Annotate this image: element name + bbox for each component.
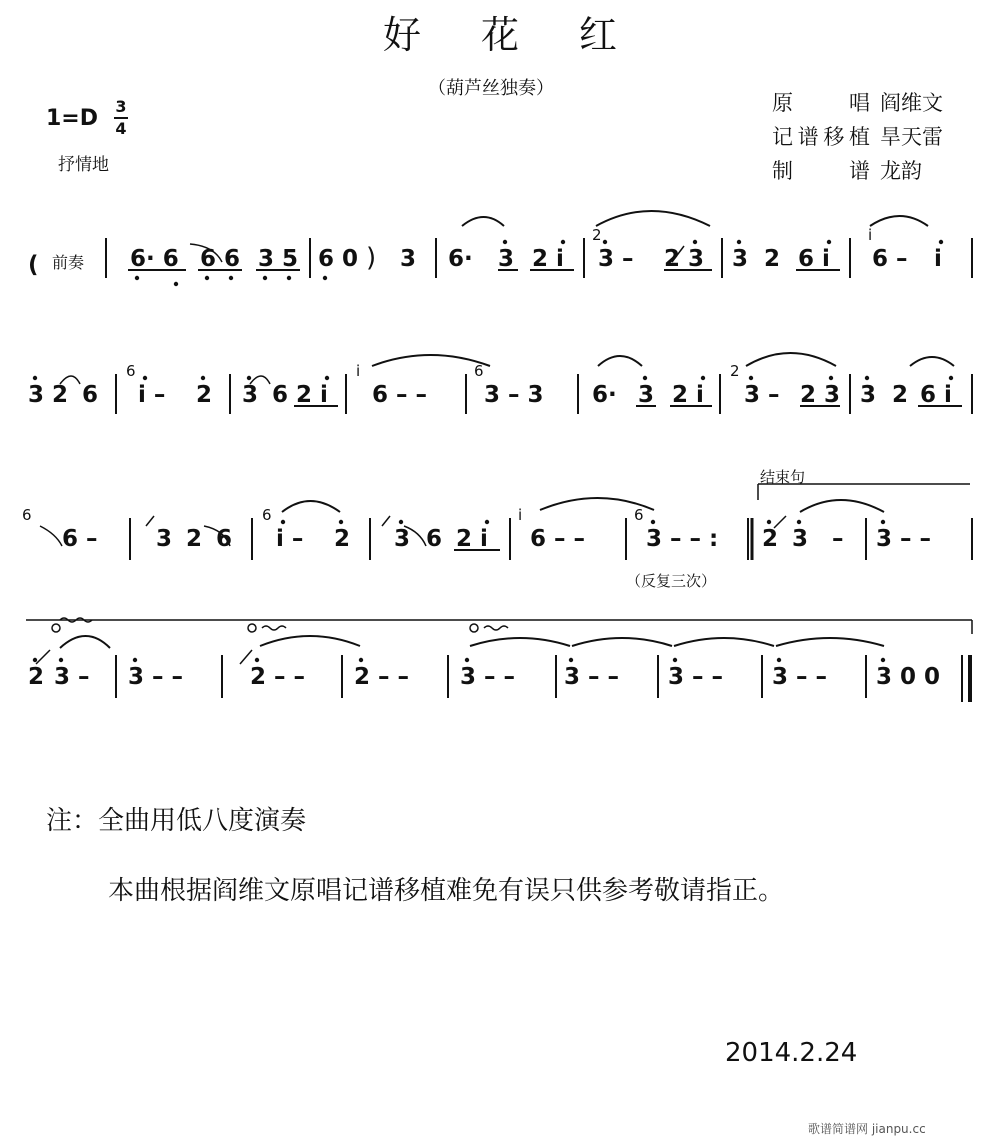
svg-text:6 0: 6 0: [318, 246, 359, 272]
credit-value: 龙韵: [880, 159, 922, 183]
intro-paren-open: (: [28, 252, 39, 278]
svg-text:2 – –: 2 – –: [250, 664, 306, 690]
svg-text:3 – –: 3 – –: [876, 526, 932, 552]
svg-text:6: 6: [272, 382, 289, 408]
svg-text:3: 3: [242, 382, 259, 408]
svg-text:2 i: 2 i: [456, 526, 488, 552]
svg-text:2 i: 2 i: [296, 382, 328, 408]
svg-text:3: 3: [792, 526, 809, 552]
key-signature: 1=D: [46, 106, 99, 131]
watermark: 歌谱简谱网 jianpu.cc: [808, 1122, 926, 1136]
svg-text:2 – –: 2 – –: [354, 664, 410, 690]
svg-text:6: 6: [216, 526, 233, 552]
ending-label: 结束句: [760, 468, 806, 486]
svg-text:3 – 3: 3 – 3: [484, 382, 544, 408]
svg-text:3: 3: [732, 246, 749, 272]
svg-text:2: 2: [334, 526, 351, 552]
svg-text:3 – –: 3 – –: [460, 664, 516, 690]
intro-label: 前奏: [52, 253, 85, 272]
svg-text:i –: i –: [276, 526, 304, 552]
score-line-4: [28, 664, 940, 690]
svg-text:6·: 6·: [592, 382, 617, 408]
date: 2014.2.24: [725, 1038, 858, 1068]
svg-text:2 i: 2 i: [672, 382, 704, 408]
repeat-note: （反复三次）: [626, 572, 717, 590]
octave-dots: [33, 240, 953, 662]
svg-text:): ): [366, 243, 377, 273]
score-line-2: [28, 382, 952, 408]
svg-text:2: 2: [730, 362, 740, 380]
svg-text:6 i: 6 i: [920, 382, 952, 408]
svg-text:6: 6: [126, 362, 136, 380]
svg-text:3 – –: 3 – –: [128, 664, 184, 690]
svg-text:2: 2: [52, 382, 69, 408]
svg-text:i: i: [356, 362, 361, 380]
svg-text:3: 3: [394, 526, 411, 552]
credit-value: 阎维文: [880, 91, 943, 115]
svg-text:3: 3: [860, 382, 877, 408]
svg-text:6 – –: 6 – –: [372, 382, 428, 408]
svg-text:2: 2: [892, 382, 909, 408]
page-title: 好花红: [382, 13, 677, 57]
svg-text:3 – –: 3 – –: [668, 664, 724, 690]
svg-text:6: 6: [474, 362, 484, 380]
svg-text:6: 6: [634, 506, 644, 524]
svg-text:2: 2: [592, 226, 602, 244]
svg-text:3 – – :: 3 – – :: [646, 526, 719, 552]
disclaimer-note: 本曲根据阎维文原唱记谱移植难免有误只供参考敬请指正。: [108, 876, 785, 906]
svg-text:6 –: 6 –: [62, 526, 98, 552]
svg-text:3 5: 3 5: [258, 246, 299, 272]
svg-text:3 – –: 3 – –: [564, 664, 620, 690]
svg-text:3 – –: 3 – –: [772, 664, 828, 690]
svg-text:2 i: 2 i: [532, 246, 564, 272]
svg-text:i: i: [934, 246, 942, 272]
svg-text:3: 3: [638, 382, 655, 408]
svg-text:6 6: 6 6: [200, 246, 241, 272]
score-line-1: [130, 243, 942, 273]
svg-text:2 3: 2 3: [664, 246, 705, 272]
svg-text:6: 6: [262, 506, 272, 524]
svg-text:3: 3: [400, 246, 417, 272]
svg-text:6 –: 6 –: [872, 246, 908, 272]
svg-text:2: 2: [764, 246, 781, 272]
svg-text:6· 6: 6· 6: [130, 246, 179, 272]
svg-text:3: 3: [498, 246, 515, 272]
svg-text:2: 2: [186, 526, 203, 552]
svg-text:3 –: 3 –: [744, 382, 780, 408]
svg-text:i –: i –: [138, 382, 166, 408]
svg-text:2: 2: [196, 382, 213, 408]
tempo-mood: 抒情地: [58, 155, 109, 175]
svg-text:6·: 6·: [448, 246, 473, 272]
svg-text:–: –: [832, 526, 844, 552]
score-line-3: [62, 526, 931, 552]
svg-text:2: 2: [28, 664, 45, 690]
credit-label: 制谱: [772, 159, 870, 183]
time-signature-bottom: 4: [115, 119, 127, 138]
credit-value: 旱天雷: [880, 125, 943, 149]
svg-text:3 –: 3 –: [598, 246, 634, 272]
svg-text:6: 6: [22, 506, 32, 524]
performance-note: 注：全曲用低八度演奏: [46, 806, 307, 836]
svg-text:6 i: 6 i: [798, 246, 830, 272]
svg-text:3 –: 3 –: [54, 664, 90, 690]
subtitle: （葫芦丝独奏）: [428, 78, 554, 99]
credit-label: 原唱: [772, 91, 870, 115]
time-signature-top: 3: [115, 97, 127, 116]
svg-text:2: 2: [762, 526, 779, 552]
svg-text:6 – –: 6 – –: [530, 526, 586, 552]
svg-text:i: i: [868, 226, 873, 244]
svg-text:3 0 0: 3 0 0: [876, 664, 941, 690]
svg-text:3: 3: [28, 382, 45, 408]
svg-text:i: i: [518, 506, 523, 524]
svg-text:6: 6: [426, 526, 443, 552]
svg-text:6: 6: [82, 382, 99, 408]
svg-text:3: 3: [156, 526, 173, 552]
credit-label: 记谱移植: [772, 125, 870, 149]
svg-text:2 3: 2 3: [800, 382, 841, 408]
